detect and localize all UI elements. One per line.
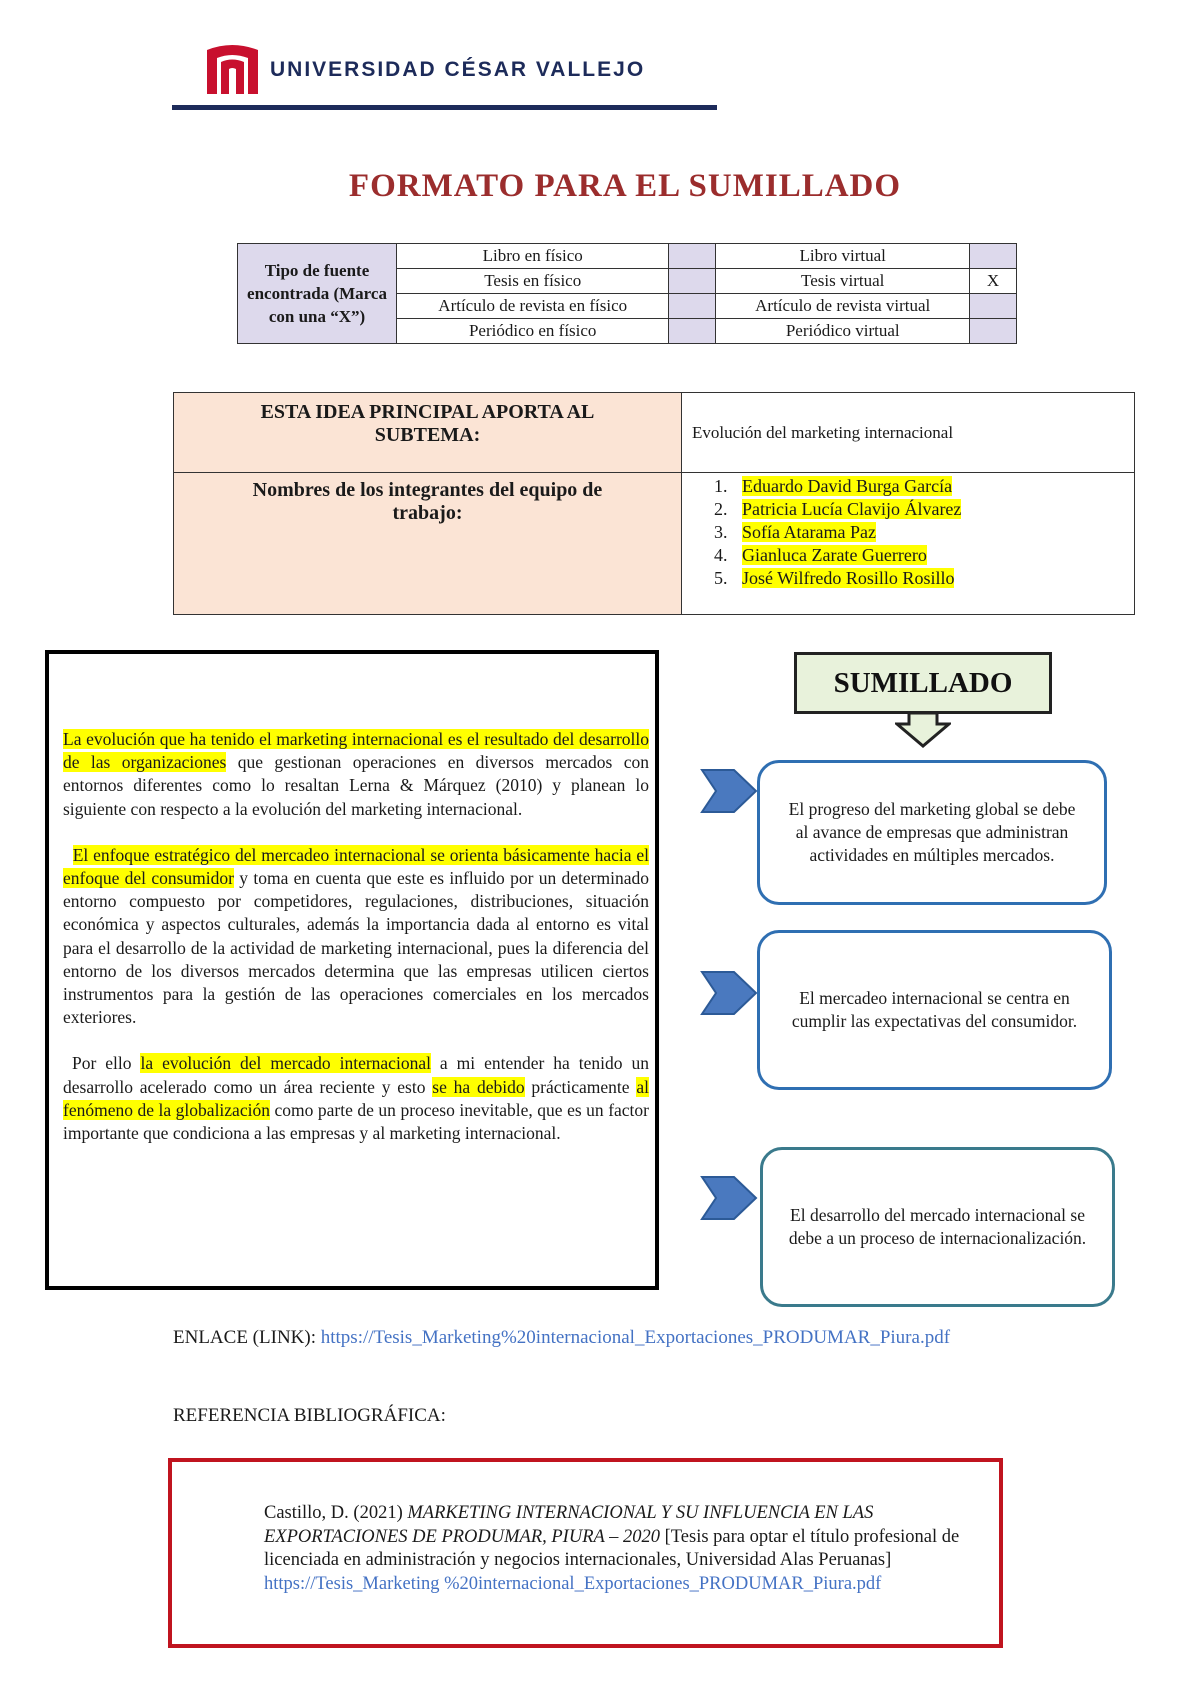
list-item: 3. Sofía Atarama Paz	[732, 521, 1124, 544]
info-table	[173, 392, 1135, 615]
source-mark[interactable]	[669, 269, 716, 294]
reference-link[interactable]: https://Tesis_Marketing %20internacional_Exportaciones_PRODUMAR_Piura.pdf	[264, 1573, 882, 1594]
reference-heading: REFERENCIA BIBLIOGRÁFICA:	[173, 1405, 446, 1426]
arrow-down-icon	[895, 712, 951, 753]
list-item: 2. Patricia Lucía Clavijo Álvarez	[732, 498, 1124, 521]
paragraph: Por ello la evolución del mercado internacional a mi entender ha tenido un desarrollo acelerado como un área reciente y esto se ha debido prácticamente al fenómeno de la globalización como parte de un proceso inevitable, que es un factor importante que condiciona a las empresas y al marketing internacional.	[63, 1053, 650, 1144]
arrow-right-icon	[700, 970, 758, 1021]
source-option: Artículo de revista virtual	[716, 294, 970, 319]
arrow-right-icon	[700, 768, 758, 819]
source-link[interactable]: https://Tesis_Marketing%20internacional_Exportaciones_PRODUMAR_Piura.pdf	[320, 1327, 951, 1348]
link-label: ENLACE (LINK):	[173, 1327, 321, 1348]
team-label: Nombres de los integrantes del equipo de trabajo:	[174, 473, 682, 615]
source-mark[interactable]	[669, 294, 716, 319]
source-option: Periódico virtual	[716, 319, 970, 344]
university-name: UNIVERSIDAD CÉSAR VALLEJO	[270, 58, 646, 81]
reference-text: Castillo, D. (2021) MARKETING INTERNACIONAL Y SU INFLUENCIA EN LAS EXPORTACIONES DE PRODUMAR, PIURA – 2020 [Tesis para optar el título profesional de licenciada en administración y negocios internacionales, Universidad Alas Peruanas] https://Tesis_Marketing %20internacional_Exportaciones_PRODUMAR_Piura.pdf	[264, 1503, 960, 1594]
sumillado-label: SUMILLADO	[794, 652, 1052, 714]
header-rule	[172, 105, 717, 110]
source-option: Tesis en físico	[397, 269, 669, 294]
source-mark[interactable]	[970, 294, 1017, 319]
source-option: Libro virtual	[716, 244, 970, 269]
paragraph: El enfoque estratégico del mercadeo internacional se orienta básicamente hacia el enfoque del consumidor y toma en cuenta que este es influido por un determinado entorno compuesto por competidores, regulaciones, distribuciones, situación económica y aspectos culturales, además la importancia dada al entorno es vital para el desarrollo de la actividad de marketing internacional, pues la diferencia del entorno de los diversos mercados determina que las empresas utilicen ciertos instrumentos para la gestión de las operaciones comerciales en los mercados exteriores.	[63, 844, 649, 1028]
summary-box: El desarrollo del mercado internacional se debe a un proceso de internacionalización.	[760, 1147, 1115, 1307]
source-option: Periódico en físico	[397, 319, 669, 344]
source-type-label: Tipo de fuente encontrada (Marca con una “X”)	[238, 244, 397, 344]
source-option: Tesis virtual	[716, 269, 970, 294]
members-list	[692, 475, 1124, 590]
page-title: FORMATO PARA EL SUMILLADO	[348, 168, 902, 204]
source-mark[interactable]	[970, 244, 1017, 269]
idea-label: ESTA IDEA PRINCIPAL APORTA AL SUBTEMA:	[174, 393, 682, 473]
idea-value: Evolución del marketing internacional	[682, 393, 1135, 473]
arrow-right-icon	[700, 1175, 758, 1226]
team-members	[682, 473, 1135, 615]
source-mark[interactable]: X	[970, 269, 1017, 294]
list-item: 5. José Wilfredo Rosillo Rosillo	[732, 567, 1124, 590]
source-option: Libro en físico	[397, 244, 669, 269]
link-line	[173, 1327, 950, 1349]
main-text	[63, 728, 649, 1168]
paragraph: La evolución que ha tenido el marketing internacional es el resultado del desarrollo de las organizaciones que gestionan operaciones en diversos mercados con entornos diferentes como lo resaltan Lerna & Márquez (2010) y planean lo siguiente con respecto a la evolución del marketing internacional.	[63, 729, 650, 819]
reference-title: MARKETING INTERNACIONAL Y SU INFLUENCIA EN LAS EXPORTACIONES DE PRODUMAR, PIURA – 2020	[264, 1503, 874, 1547]
summary-box: El progreso del marketing global se debe al avance de empresas que administran actividades en múltiples mercados.	[757, 760, 1107, 905]
reference-box	[168, 1458, 1003, 1648]
list-item: 1. Eduardo David Burga García	[732, 475, 1124, 498]
main-text-box	[45, 650, 659, 1290]
summary-box: El mercadeo internacional se centra en cumplir las expectativas del consumidor.	[757, 930, 1112, 1090]
source-option: Artículo de revista en físico	[397, 294, 669, 319]
source-mark[interactable]	[970, 319, 1017, 344]
source-type-table	[237, 243, 1017, 344]
source-mark[interactable]	[669, 244, 716, 269]
university-logo	[205, 42, 260, 97]
list-item: 4. Gianluca Zarate Guerrero	[732, 544, 1124, 567]
source-mark[interactable]	[669, 319, 716, 344]
